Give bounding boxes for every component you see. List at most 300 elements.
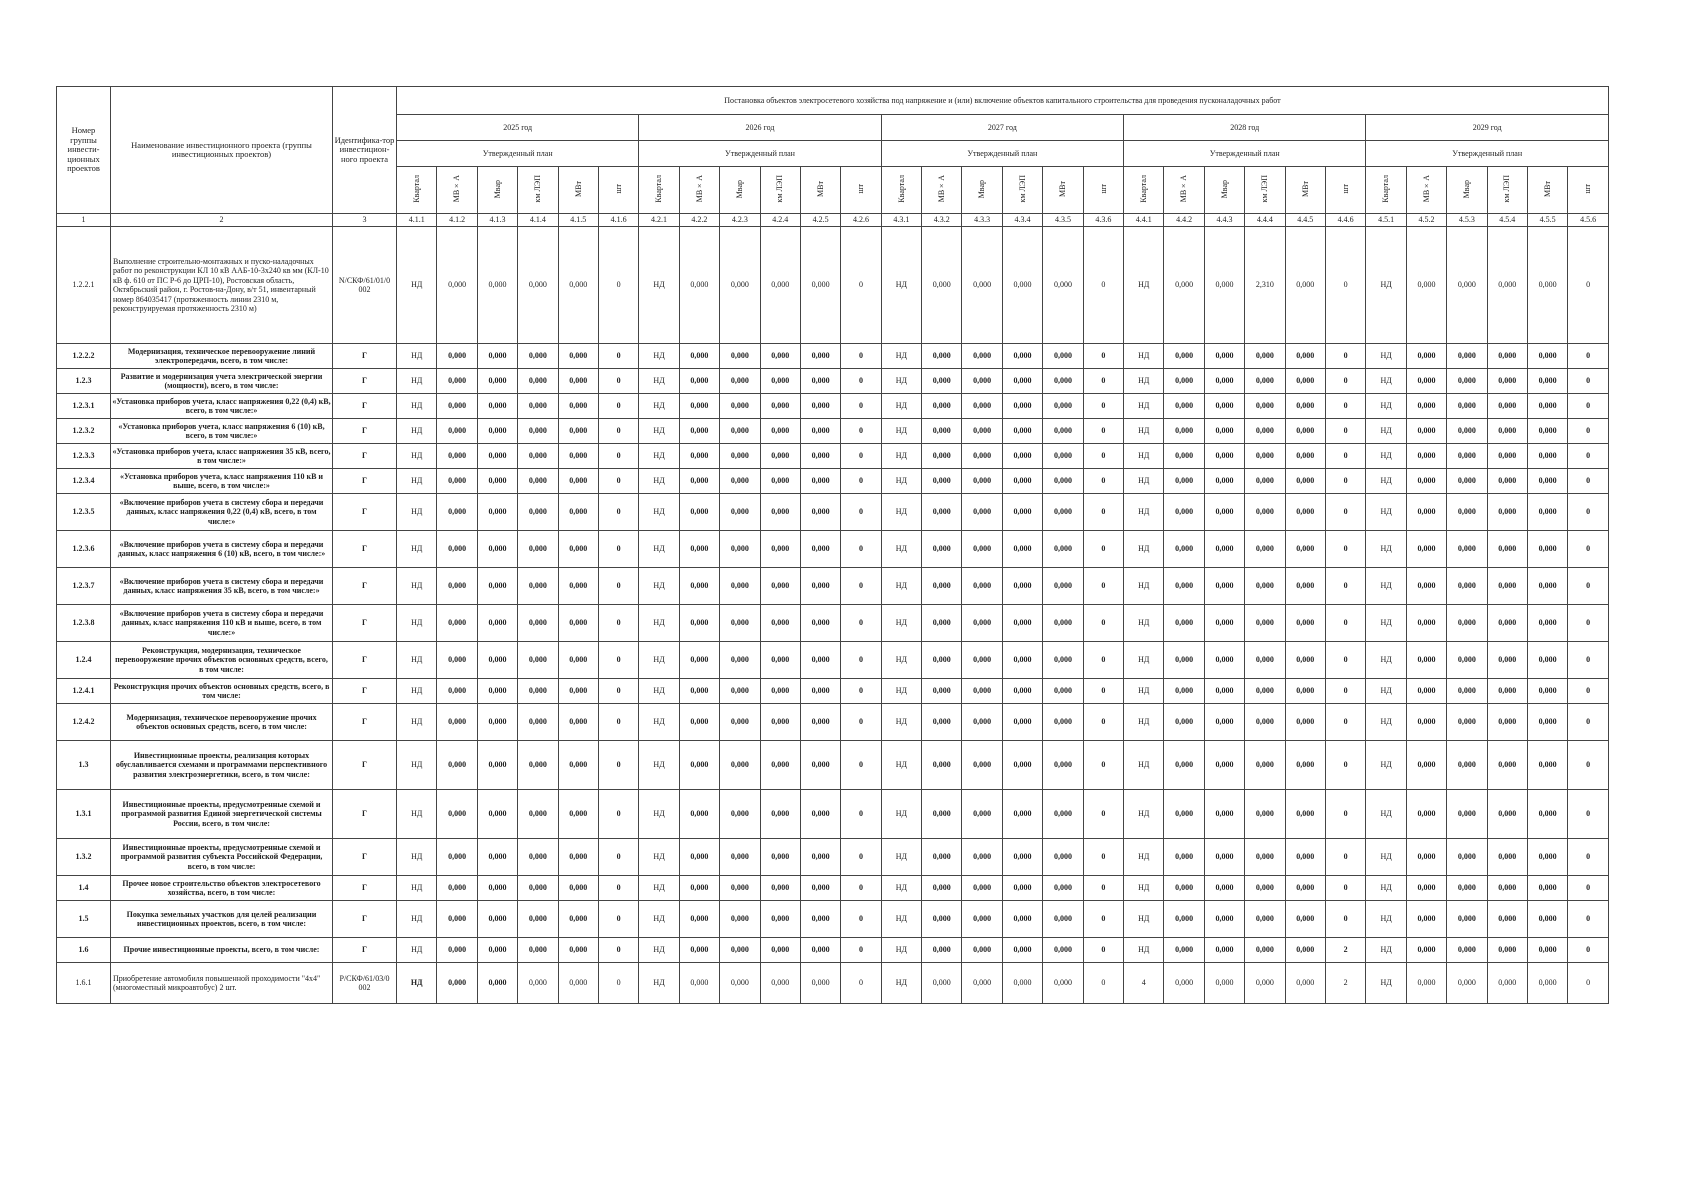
row-value: 0,000 — [922, 494, 962, 531]
row-value: 0 — [598, 469, 638, 494]
row-value: НД — [881, 369, 921, 394]
row-value: НД — [1124, 227, 1164, 344]
row-value: 0,000 — [518, 876, 558, 901]
row-value: 0,000 — [1245, 494, 1285, 531]
row-value: НД — [1366, 605, 1406, 642]
row-value: 0,000 — [1447, 938, 1487, 963]
row-value: 0,000 — [437, 963, 477, 1004]
row-value: 0 — [841, 227, 881, 344]
col-number: 4.3.1 — [881, 214, 921, 227]
row-value: 0 — [1325, 876, 1365, 901]
row-value: 0,000 — [1487, 901, 1527, 938]
col-number: 2 — [111, 214, 333, 227]
header-project-name: Наименование инвестиционного проекта (группы инвестиционных проектов) — [111, 87, 333, 214]
row-value: 0,000 — [1245, 876, 1285, 901]
row-value: 0,000 — [720, 444, 760, 469]
row-value: НД — [397, 444, 437, 469]
row-value: 0 — [841, 369, 881, 394]
row-value: 0 — [598, 531, 638, 568]
row-value: 0 — [1325, 568, 1365, 605]
col-number: 4.3.2 — [922, 214, 962, 227]
row-project-id: Г — [333, 790, 397, 839]
col-number: 4.2.5 — [800, 214, 840, 227]
row-value: 0,000 — [558, 963, 598, 1004]
row-value: 0,000 — [518, 344, 558, 369]
row-value: НД — [639, 568, 679, 605]
row-group-number: 1.2.3.4 — [57, 469, 111, 494]
row-value: 0,000 — [437, 679, 477, 704]
row-value: 0,000 — [962, 704, 1002, 741]
row-value: 0,000 — [1527, 444, 1567, 469]
row-value: 0,000 — [518, 419, 558, 444]
row-project-name: Прочие инвестиционные проекты, всего, в том числе: — [111, 938, 333, 963]
col-number: 3 — [333, 214, 397, 227]
row-value: НД — [1366, 227, 1406, 344]
row-project-id: Г — [333, 531, 397, 568]
row-value: 0,000 — [1285, 444, 1325, 469]
row-value: 0,000 — [800, 963, 840, 1004]
row-value: 0 — [1083, 963, 1123, 1004]
row-value: НД — [1366, 741, 1406, 790]
row-value: 0,000 — [962, 963, 1002, 1004]
row-value: НД — [639, 963, 679, 1004]
row-group-number: 1.3 — [57, 741, 111, 790]
row-value: 0,000 — [477, 642, 517, 679]
row-value: 0,000 — [1002, 531, 1042, 568]
row-value: 0,000 — [962, 605, 1002, 642]
row-value: 0 — [598, 227, 638, 344]
row-value: 0,000 — [760, 679, 800, 704]
row-value: 0,000 — [477, 494, 517, 531]
row-value: 0,000 — [800, 568, 840, 605]
row-value: 0,000 — [1204, 790, 1244, 839]
table-row — [57, 938, 1609, 963]
col-number: 4.2.6 — [841, 214, 881, 227]
row-value: 0 — [1568, 876, 1609, 901]
row-value: 0 — [1083, 369, 1123, 394]
row-value: 0 — [841, 419, 881, 444]
investment-table — [56, 86, 1609, 1004]
row-value: 0,000 — [1043, 605, 1083, 642]
row-value: 0 — [1083, 568, 1123, 605]
row-value: 0 — [841, 901, 881, 938]
header-approved-plan: Утвержденный план — [881, 141, 1123, 167]
row-value: 0,000 — [1204, 344, 1244, 369]
row-value: 0,000 — [760, 876, 800, 901]
col-number: 4.2.4 — [760, 214, 800, 227]
row-value: НД — [397, 741, 437, 790]
row-value: НД — [639, 494, 679, 531]
row-value: 0,000 — [679, 642, 719, 679]
row-project-name: «Включение приборов учета в систему сбора и передачи данных, класс напряжения 6 (10) кВ, всего, в том числе:» — [111, 531, 333, 568]
header-unit: Квартал — [397, 167, 437, 214]
row-value: 0,000 — [477, 369, 517, 394]
row-value: 0,000 — [922, 839, 962, 876]
row-value: 0,000 — [1002, 963, 1042, 1004]
row-value: НД — [1124, 679, 1164, 704]
row-value: НД — [1366, 938, 1406, 963]
row-value: 0,000 — [437, 494, 477, 531]
row-value: 0,000 — [1487, 790, 1527, 839]
row-value: 0,000 — [1002, 839, 1042, 876]
row-value: НД — [881, 227, 921, 344]
row-value: НД — [397, 790, 437, 839]
row-value: 0,000 — [962, 531, 1002, 568]
row-value: 0,000 — [1527, 531, 1567, 568]
row-project-name: Инвестиционные проекты, реализация которых обуславливается схемами и программами перспективного развития электроэнергетики, всего, в том числе: — [111, 741, 333, 790]
header-unit: МВт — [1043, 167, 1083, 214]
row-value: НД — [639, 344, 679, 369]
header-unit: Мвар — [1447, 167, 1487, 214]
row-project-name: Покупка земельных участков для целей реализации инвестиционных проектов, всего, в том числе: — [111, 901, 333, 938]
row-value: 0,000 — [760, 369, 800, 394]
row-value: 0,000 — [922, 679, 962, 704]
row-value: 0,000 — [477, 394, 517, 419]
row-value: 0,000 — [1406, 963, 1446, 1004]
row-value: 0,000 — [1164, 679, 1204, 704]
row-value: 0,000 — [720, 605, 760, 642]
row-value: 0,000 — [477, 605, 517, 642]
row-project-id: N/СКФ/61/01/0 002 — [333, 227, 397, 344]
row-value: НД — [639, 227, 679, 344]
row-project-id: Г — [333, 901, 397, 938]
row-value: 0,000 — [1002, 369, 1042, 394]
row-value: 0,000 — [1447, 605, 1487, 642]
row-value: 0,000 — [800, 741, 840, 790]
row-value: НД — [639, 901, 679, 938]
row-group-number: 1.2.3.1 — [57, 394, 111, 419]
row-value: 0,000 — [477, 704, 517, 741]
row-group-number: 1.2.3 — [57, 369, 111, 394]
row-group-number: 1.6.1 — [57, 963, 111, 1004]
row-value: 0,000 — [1527, 344, 1567, 369]
header-unit: шт — [841, 167, 881, 214]
row-value: 0 — [1568, 469, 1609, 494]
row-value: 0,000 — [1204, 531, 1244, 568]
row-value: 0,000 — [1406, 531, 1446, 568]
header-year: 2029 год — [1366, 115, 1609, 141]
row-project-id: Г — [333, 876, 397, 901]
header-project-id: Идентифика-тор инвестицион-ного проекта — [333, 87, 397, 214]
row-project-id: Г — [333, 568, 397, 605]
row-project-id: Г — [333, 469, 397, 494]
row-value: 0 — [1083, 839, 1123, 876]
row-value: 0,000 — [962, 344, 1002, 369]
row-value: 0 — [1325, 642, 1365, 679]
row-value: 0 — [841, 938, 881, 963]
row-value: НД — [881, 419, 921, 444]
row-value: НД — [1366, 839, 1406, 876]
row-value: НД — [1124, 790, 1164, 839]
row-value: НД — [397, 679, 437, 704]
header-unit: МВт — [1527, 167, 1567, 214]
header-unit: Мвар — [720, 167, 760, 214]
row-value: 0,000 — [760, 494, 800, 531]
row-value: 2,310 — [1245, 227, 1285, 344]
row-value: 0,000 — [760, 568, 800, 605]
table-row — [57, 839, 1609, 876]
row-value: 2 — [1325, 963, 1365, 1004]
row-value: 0 — [841, 963, 881, 1004]
row-value: НД — [1124, 901, 1164, 938]
row-value: 0,000 — [518, 839, 558, 876]
row-value: 0,000 — [1245, 394, 1285, 419]
row-value: НД — [1366, 344, 1406, 369]
row-value: 0,000 — [1487, 419, 1527, 444]
row-value: 0 — [1083, 876, 1123, 901]
row-value: НД — [1366, 901, 1406, 938]
header-approved-plan: Утвержденный план — [1124, 141, 1366, 167]
row-value: 0,000 — [922, 901, 962, 938]
row-project-name: «Установка приборов учета, класс напряжения 110 кВ и выше, всего, в том числе:» — [111, 469, 333, 494]
row-value: 0,000 — [1406, 419, 1446, 444]
table-row — [57, 419, 1609, 444]
row-value: 0 — [1568, 369, 1609, 394]
row-value: НД — [1366, 494, 1406, 531]
header-unit: МВ×А — [1406, 167, 1446, 214]
row-value: 4 — [1124, 963, 1164, 1004]
row-value: 0 — [841, 344, 881, 369]
row-value: 0,000 — [679, 790, 719, 839]
row-value: 0 — [841, 605, 881, 642]
row-project-name: «Установка приборов учета, класс напряжения 35 кВ, всего, в том числе:» — [111, 444, 333, 469]
col-number: 4.3.4 — [1002, 214, 1042, 227]
row-value: НД — [1366, 679, 1406, 704]
row-value: 0,000 — [1285, 344, 1325, 369]
row-value: 0 — [841, 741, 881, 790]
row-value: 0,000 — [1447, 963, 1487, 1004]
row-value: 0,000 — [437, 469, 477, 494]
row-value: 0,000 — [1043, 369, 1083, 394]
row-value: 0,000 — [1043, 568, 1083, 605]
row-value: 0 — [1083, 227, 1123, 344]
row-value: НД — [881, 344, 921, 369]
row-value: 0,000 — [477, 839, 517, 876]
row-value: 0 — [1568, 419, 1609, 444]
col-number: 4.1.2 — [437, 214, 477, 227]
row-value: 0,000 — [1002, 568, 1042, 605]
table-row — [57, 394, 1609, 419]
row-value: 0,000 — [922, 531, 962, 568]
row-value: 0,000 — [1002, 469, 1042, 494]
row-value: 0,000 — [922, 605, 962, 642]
row-value: 0,000 — [1406, 704, 1446, 741]
row-value: 0 — [1568, 531, 1609, 568]
row-group-number: 1.2.3.2 — [57, 419, 111, 444]
row-value: 0 — [1568, 394, 1609, 419]
row-value: 0,000 — [1164, 419, 1204, 444]
row-value: 0 — [1083, 394, 1123, 419]
row-value: 0 — [598, 344, 638, 369]
row-value: НД — [881, 444, 921, 469]
row-value: 0,000 — [1002, 704, 1042, 741]
row-value: 0,000 — [1164, 394, 1204, 419]
row-value: 0,000 — [800, 938, 840, 963]
row-value: НД — [1366, 419, 1406, 444]
row-value: 0,000 — [1447, 227, 1487, 344]
row-project-id: Г — [333, 394, 397, 419]
row-value: НД — [397, 394, 437, 419]
row-project-id: Г — [333, 679, 397, 704]
row-value: 0 — [1083, 444, 1123, 469]
row-value: 0,000 — [1285, 901, 1325, 938]
row-value: 0,000 — [962, 419, 1002, 444]
row-value: 0 — [1568, 227, 1609, 344]
row-value: 0,000 — [1406, 901, 1446, 938]
row-value: НД — [1124, 642, 1164, 679]
row-value: 0 — [598, 901, 638, 938]
header-unit: МВт — [1285, 167, 1325, 214]
row-value: 0,000 — [1406, 494, 1446, 531]
row-group-number: 1.2.3.3 — [57, 444, 111, 469]
row-value: 0,000 — [1164, 227, 1204, 344]
row-value: 0,000 — [1245, 344, 1285, 369]
row-value: НД — [1366, 394, 1406, 419]
col-number: 4.5.3 — [1447, 214, 1487, 227]
row-value: 0 — [1083, 605, 1123, 642]
row-value: 0,000 — [477, 344, 517, 369]
row-value: 0,000 — [1527, 419, 1567, 444]
row-value: 0,000 — [518, 227, 558, 344]
col-number: 4.5.4 — [1487, 214, 1527, 227]
row-value: 0,000 — [1002, 344, 1042, 369]
row-group-number: 1.2.3.5 — [57, 494, 111, 531]
header-unit: Мвар — [477, 167, 517, 214]
header-unit: Квартал — [639, 167, 679, 214]
row-value: 0,000 — [1204, 494, 1244, 531]
row-value: 0,000 — [922, 876, 962, 901]
row-value: 0,000 — [679, 963, 719, 1004]
row-value: НД — [881, 494, 921, 531]
row-value: 0,000 — [922, 227, 962, 344]
row-value: 0,000 — [1285, 704, 1325, 741]
row-value: 0,000 — [1447, 642, 1487, 679]
row-value: 0,000 — [1527, 494, 1567, 531]
row-value: 0,000 — [1164, 605, 1204, 642]
row-value: 0,000 — [558, 469, 598, 494]
row-value: НД — [397, 494, 437, 531]
row-value: 0,000 — [962, 444, 1002, 469]
row-value: 0,000 — [760, 444, 800, 469]
row-value: 0,000 — [1527, 741, 1567, 790]
row-value: 0,000 — [1043, 901, 1083, 938]
row-value: 0,000 — [760, 531, 800, 568]
row-value: 0,000 — [1164, 839, 1204, 876]
row-value: 0 — [1568, 568, 1609, 605]
row-value: НД — [1124, 531, 1164, 568]
row-value: НД — [1366, 444, 1406, 469]
col-number: 4.2.2 — [679, 214, 719, 227]
row-value: 0,000 — [679, 605, 719, 642]
row-value: НД — [1124, 568, 1164, 605]
row-value: 0,000 — [679, 394, 719, 419]
row-value: 0,000 — [760, 741, 800, 790]
row-value: НД — [881, 704, 921, 741]
row-value: 0,000 — [518, 938, 558, 963]
row-value: 0,000 — [1406, 344, 1446, 369]
row-value: 0,000 — [1487, 444, 1527, 469]
row-project-id: Г — [333, 839, 397, 876]
row-value: 0,000 — [558, 790, 598, 839]
row-group-number: 1.2.2.1 — [57, 227, 111, 344]
row-value: 0,000 — [1285, 839, 1325, 876]
col-number: 4.4.2 — [1164, 214, 1204, 227]
row-value: 0,000 — [720, 790, 760, 839]
row-value: 0,000 — [720, 741, 760, 790]
row-value: 0,000 — [962, 839, 1002, 876]
row-value: 0,000 — [558, 901, 598, 938]
row-value: 0,000 — [1285, 394, 1325, 419]
row-group-number: 1.2.4.1 — [57, 679, 111, 704]
row-value: 0,000 — [1002, 679, 1042, 704]
row-project-name: «Включение приборов учета в систему сбора и передачи данных, класс напряжения 0,22 (0,4) кВ, всего, в том числе:» — [111, 494, 333, 531]
row-value: 0,000 — [1043, 531, 1083, 568]
row-value: НД — [397, 876, 437, 901]
row-value: 0,000 — [1487, 568, 1527, 605]
row-value: 0,000 — [558, 679, 598, 704]
row-value: 0,000 — [962, 568, 1002, 605]
row-value: 0,000 — [1406, 568, 1446, 605]
row-project-id: Г — [333, 419, 397, 444]
header-approved-plan: Утвержденный план — [397, 141, 639, 167]
row-value: 0,000 — [1204, 839, 1244, 876]
row-value: 0,000 — [1487, 369, 1527, 394]
row-value: 0,000 — [558, 394, 598, 419]
row-value: 0 — [1325, 344, 1365, 369]
col-number: 4.5.5 — [1527, 214, 1567, 227]
row-group-number: 1.2.3.6 — [57, 531, 111, 568]
row-value: 0,000 — [1245, 938, 1285, 963]
row-value: 0 — [841, 469, 881, 494]
row-value: НД — [881, 839, 921, 876]
row-value: 0,000 — [558, 704, 598, 741]
row-value: НД — [639, 531, 679, 568]
table-row — [57, 369, 1609, 394]
row-value: НД — [1124, 444, 1164, 469]
row-value: 0,000 — [1204, 369, 1244, 394]
row-value: 0,000 — [922, 444, 962, 469]
row-value: НД — [1366, 963, 1406, 1004]
row-value: 0,000 — [1043, 469, 1083, 494]
row-value: НД — [397, 605, 437, 642]
row-value: 0,000 — [1002, 227, 1042, 344]
row-value: 0 — [598, 419, 638, 444]
row-value: 0 — [1325, 679, 1365, 704]
row-value: 0 — [1083, 642, 1123, 679]
row-value: 0,000 — [1164, 494, 1204, 531]
row-value: 0,000 — [558, 419, 598, 444]
row-group-number: 1.3.2 — [57, 839, 111, 876]
row-value: 0,000 — [1204, 568, 1244, 605]
row-value: 0,000 — [437, 419, 477, 444]
col-number: 4.4.5 — [1285, 214, 1325, 227]
row-value: НД — [397, 568, 437, 605]
row-value: 0,000 — [679, 369, 719, 394]
row-value: 0,000 — [1406, 605, 1446, 642]
row-value: 0 — [1325, 494, 1365, 531]
row-value: 0,000 — [1406, 876, 1446, 901]
row-value: 0,000 — [720, 679, 760, 704]
row-value: 0,000 — [1447, 568, 1487, 605]
row-value: 0,000 — [1447, 444, 1487, 469]
row-value: 0,000 — [1447, 741, 1487, 790]
row-value: 0,000 — [518, 642, 558, 679]
row-value: 0,000 — [1043, 741, 1083, 790]
row-value: НД — [1366, 876, 1406, 901]
row-value: 0,000 — [800, 494, 840, 531]
row-project-name: Выполнение строительно-монтажных и пуско-наладочных работ по реконструкции КЛ 10 кВ ААБ-10-3х240 кв мм (КЛ-10 кВ ф. 610 от ПС Р-6 до ЦРП-10), Ростовская область, Октябрьский район, г. Ростов-на-Дону, в/т 51, инвентарный номер 864035417 (протяженность линии 2310 м, реконструируемая протяженность 2310 м) — [111, 227, 333, 344]
row-value: 0 — [1325, 790, 1365, 839]
